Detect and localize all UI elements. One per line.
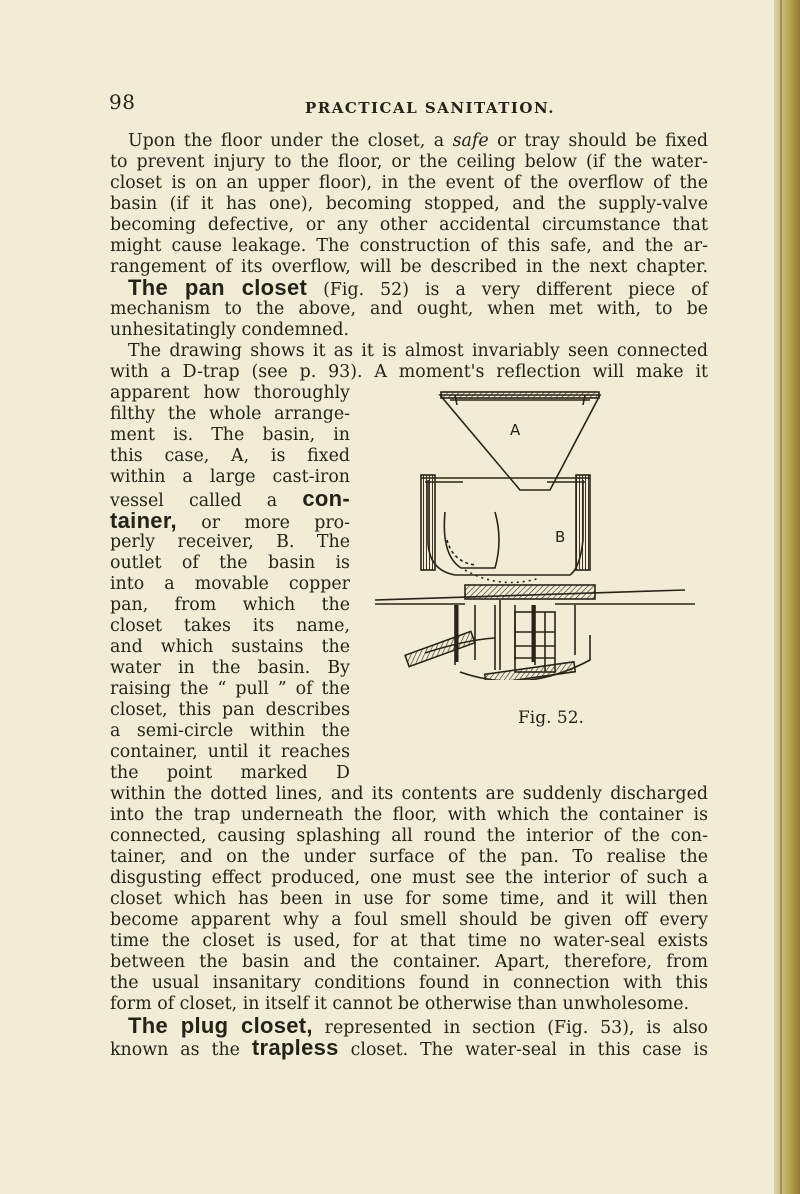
copper-pan xyxy=(444,512,499,568)
section-term: trapless xyxy=(251,1035,339,1060)
text-line: into the trap underneath the floor, with which the container is xyxy=(110,805,708,825)
text-line: tainer, or more pro- xyxy=(110,508,350,533)
section-term: tainer, xyxy=(110,508,177,533)
figure-caption: Fig. 52. xyxy=(518,708,584,728)
text-line: and which sustains the xyxy=(110,637,350,657)
text-line: The drawing shows it as it is almost invariably seen connected xyxy=(128,341,708,361)
text-line: into a movable copper xyxy=(110,574,350,594)
text-line: the point marked D xyxy=(110,763,350,783)
text-line: to prevent injury to the floor, or the ceiling below (if the water- xyxy=(110,152,708,172)
text-line: within a large cast-iron xyxy=(110,467,350,487)
text-line: raising the “ pull ” of the xyxy=(110,679,350,699)
text-line: might cause leakage. The construction of this safe, and the ar- xyxy=(110,236,708,256)
text-line: become apparent why a foul smell should be given off every xyxy=(110,910,708,930)
text-line: The pan closet (Fig. 52) is a very different piece of xyxy=(128,275,708,300)
basin-label-a: A xyxy=(510,421,521,439)
page-edge-shadow xyxy=(780,0,782,1194)
text-line: becoming defective, or any other accidental circumstance that xyxy=(110,215,708,235)
text-line: basin (if it has one), becoming stopped, and the supply-valve xyxy=(110,194,708,214)
text-line: container, until it reaches xyxy=(110,742,350,762)
text-line: within the dotted lines, and its contents are suddenly discharged xyxy=(110,784,708,804)
text-line: known as the trapless closet. The water-seal in this case is xyxy=(110,1035,709,1060)
pan-closet-figure xyxy=(365,390,700,680)
text-line: closet, this pan describes xyxy=(110,700,350,720)
text-line: the usual insanitary conditions found in connection with this xyxy=(110,973,708,993)
text-line: apparent how thoroughly xyxy=(110,383,350,403)
text-line: mechanism to the above, and ought, when met with, to be xyxy=(110,299,708,319)
text-line: form of closet, in itself it cannot be otherwise than unwholesome. xyxy=(110,994,690,1014)
text-line: tainer, and on the under surface of the pan. To realise the xyxy=(110,847,708,867)
text-line: closet takes its name, xyxy=(110,616,350,636)
text-line: disgusting effect produced, one must see the interior of such a xyxy=(110,868,708,888)
text-line: closet is on an upper floor), in the event of the overflow of the xyxy=(110,173,708,193)
text-line: a semi-circle within the xyxy=(110,721,350,741)
text-line: time the closet is used, for at that time no water-seal exists xyxy=(110,931,708,951)
italic-term: safe xyxy=(452,131,489,151)
text-line: water in the basin. By xyxy=(110,658,350,678)
text-line: rangement of its overflow, will be described in the next chapter. xyxy=(110,257,708,277)
section-term: The pan closet xyxy=(128,275,308,300)
text-line: with a D-trap (see p. 93). A moment's reflection will make it xyxy=(110,362,708,382)
text-line: vessel called a con- xyxy=(110,486,350,511)
text-line: connected, causing splashing all round the interior of the con- xyxy=(110,826,708,846)
page-edge xyxy=(774,0,800,1194)
text-line: ment is. The basin, in xyxy=(110,425,350,445)
container-label-b: B xyxy=(555,528,566,546)
text-line: this case, A, is fixed xyxy=(110,446,350,466)
text-line: perly receiver, B. The xyxy=(110,532,350,552)
text-line: closet which has been in use for some time, and it will then xyxy=(110,889,708,909)
text-line: pan, from which the xyxy=(110,595,350,615)
text-line: The plug closet, represented in section (Fig. 53), is also xyxy=(128,1013,709,1038)
section-term: The plug closet, xyxy=(128,1013,313,1038)
running-head: PRACTICAL SANITATION. xyxy=(305,99,555,117)
text-line: unhesitatingly condemned. xyxy=(110,320,350,340)
text-line: filthy the whole arrange- xyxy=(110,404,350,424)
text-line: Upon the floor under the closet, a safe or tray should be fixed xyxy=(128,131,709,151)
text-line: between the basin and the container. Apart, therefore, from xyxy=(110,952,708,972)
section-term: con- xyxy=(302,486,350,511)
text-line: outlet of the basin is xyxy=(110,553,350,573)
page-number: 98 xyxy=(109,90,136,114)
